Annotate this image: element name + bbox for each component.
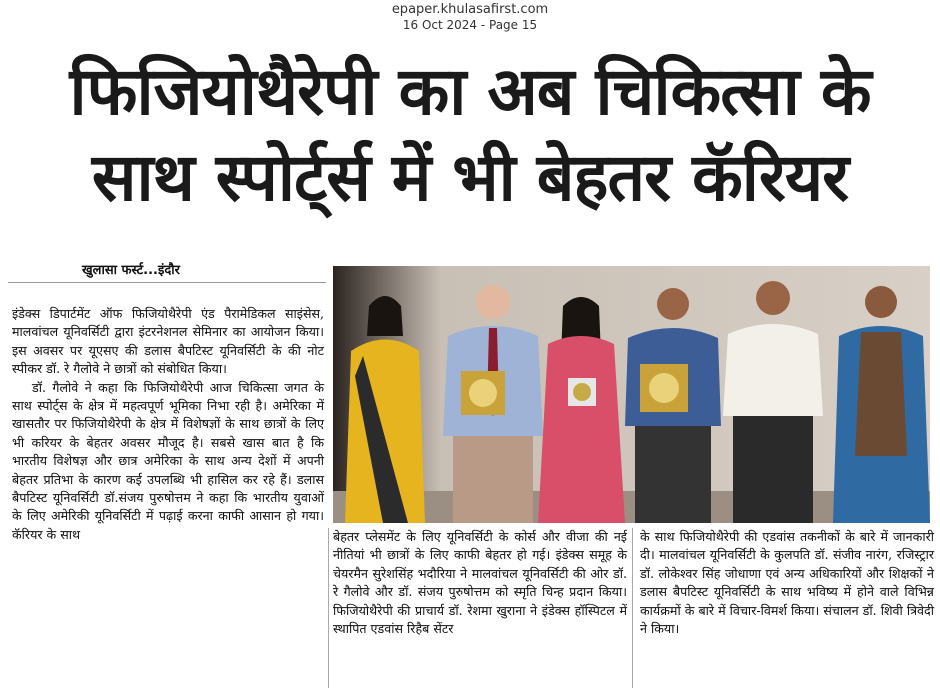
group-photo-illustration <box>333 266 930 523</box>
news-photo <box>333 266 930 523</box>
article-paragraph-1: इंडेक्स डिपार्टमेंट ऑफ फिजियोथैरेपी एंड पैरामेडिकल साइंसेस, मालवांचल यूनिवर्सिटी द्वारा इंटरनेशनल सेमिनार का आयोजन किया। इस अवसर पर यूएसए की डलास बैपटिस्ट यूनिवर्सिटी के की नोट स्पीकर डॉ. रे गैलोवे ने छात्रों को संबोधित किया। <box>12 306 324 377</box>
headline-line-2: साथ स्पोर्ट्‌र्स में भी बेहतर कॅरियर <box>91 139 849 216</box>
article-column-right: के साथ फिजियोथैरेपी की एडवांस तकनीकों के बारे में जानकारी दी। मालवांचल यूनिवर्सिटी के कुलपति डॉ. संजीव नारंग, रजिस्ट्रार डॉ. लोकेश्वर सिंह जोधाणा एवं अन्य अधिकारियों और शिक्षकों ने डलास बैपटिस्ट यूनिवर्सिटी के साथ भविष्य में होने वाले विभिन्न कार्यक्रमों के बारे में विचार-विमर्श किया। संचालन डॉ. शिवी त्रिवेदी ने किया। <box>640 529 934 637</box>
page-meta <box>0 2 940 33</box>
article-paragraph-2: डॉ. गैलोवे ने कहा कि फिजियोथैरेपी आज चिकित्सा जगत के साथ स्पोर्ट्स के क्षेत्र में महत्वपूर्ण भूमिका निभा रही है। अमेरिका में खासतौर पर फिजियोथैरेपी के क्षेत्र में विशेषज्ञों के साथ छात्रों के लिए भी करियर के बेहतर अवसर मौजूद है। सबसे खास बात है कि भारतीय विशेषज्ञ और छात्र अमेरिका के साथ अन्य देशों में अपनी बेहतर प्रतिभा के कारण कई उपलब्धि भी हासिल कर रहे हैं। डलास बैपटिस्ट यूनिवर्सिटी डॉ.संजय पुरुषोत्तम ने कहा कि भारतीय युवाओं के लिए अमेरिकी यूनिवर्सिटी में पढ़ाई करना काफी आसान हो गया। कॅरियर के साथ <box>12 379 324 542</box>
column-divider-1 <box>632 528 633 688</box>
article-column-left <box>12 305 324 544</box>
dateline-rule <box>8 282 326 283</box>
headline <box>10 54 930 216</box>
site-url: epaper.khulasafirst.com <box>391 2 549 17</box>
headline-line-1: फिजियोथैरेपी का अब चिकित्सा के <box>69 53 871 130</box>
article-column-middle: बेहतर प्लेसमेंट के लिए यूनिवर्सिटी के कोर्स और वीजा की नई नीतियां भी छात्रों के लिए काफी बेहतर हो गई। इंडेक्स समूह के चेयरमैन सुरेशसिंह भदौरिया ने मालवांचल यूनिवर्सिटी की ओर डॉ. रे गैलोवे और डॉ. संजय पुरुषोत्तम को स्मृति चिन्ह प्रदान किया। फिजियोथैरेपी की प्राचार्य डॉ. रेशमा खुराना ने इंडेक्स हॉस्पिटल में स्थापित एडवांस रिहैब सेंटर <box>333 529 627 637</box>
column-divider-left <box>328 528 329 688</box>
dateline: खुलासा फर्स्ट...इंदौर <box>82 263 180 278</box>
edition-date: 16 Oct 2024 - Page 15 <box>402 18 538 32</box>
